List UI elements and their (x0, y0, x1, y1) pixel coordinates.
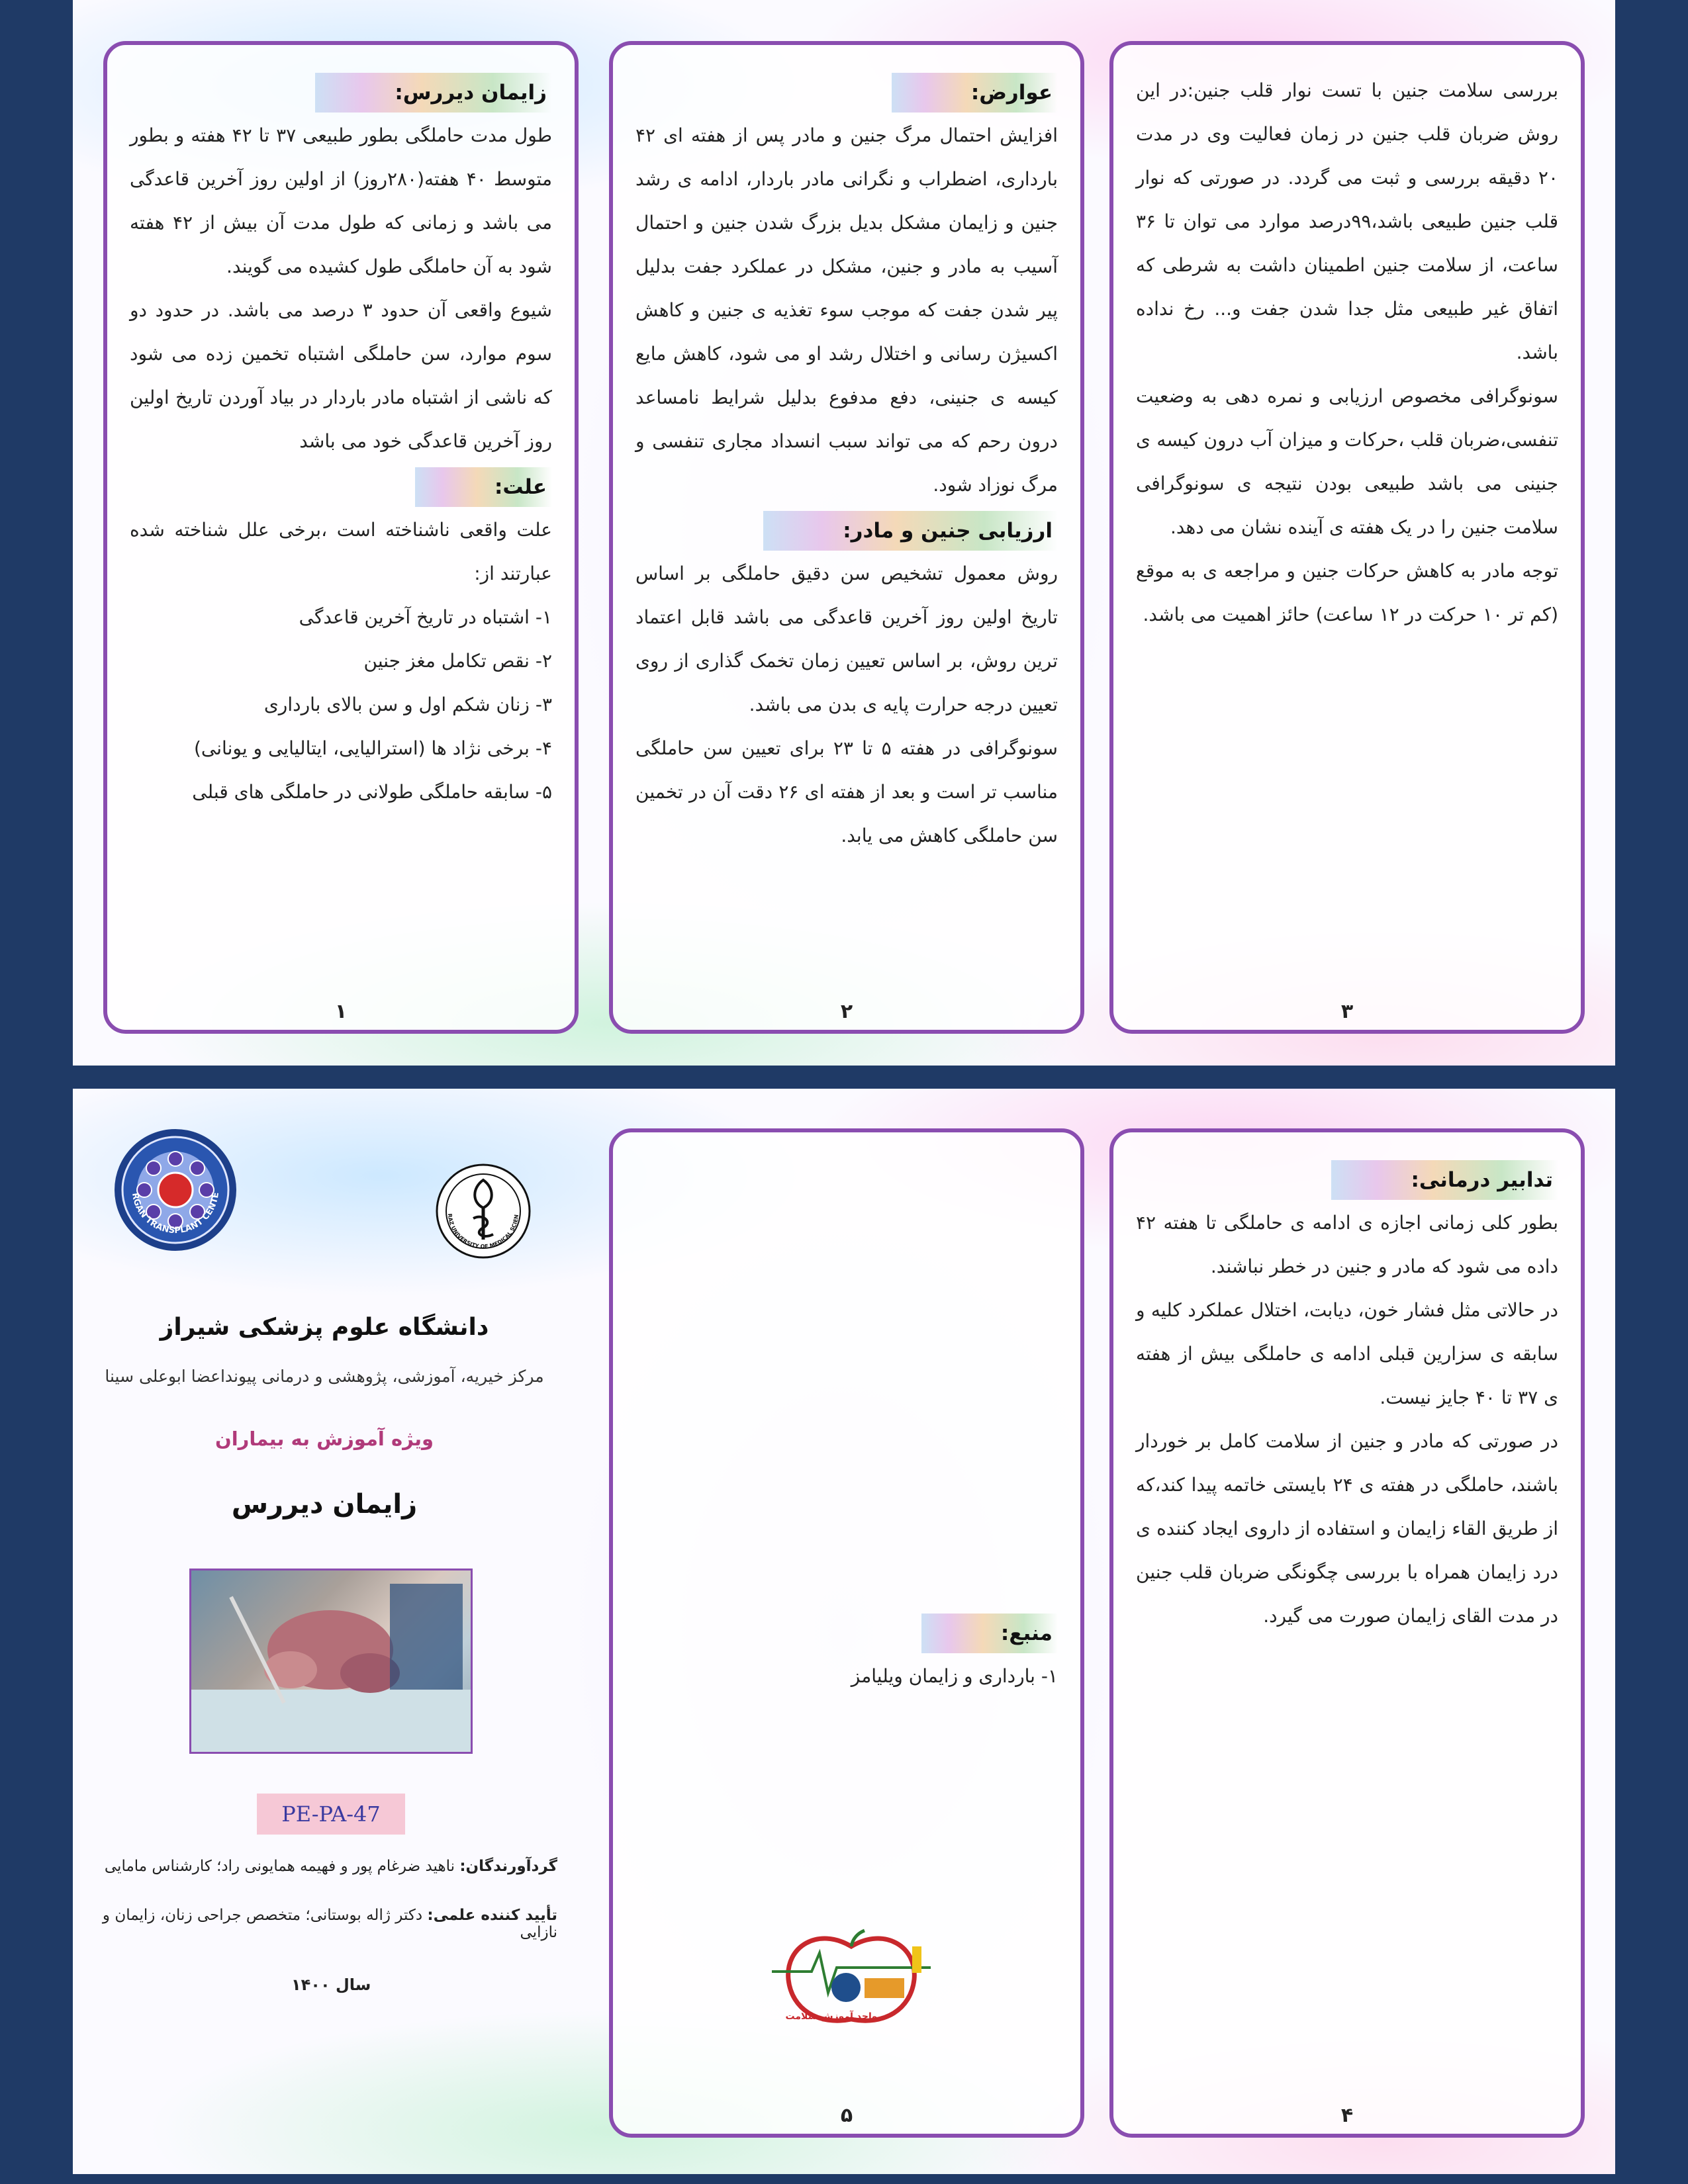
year-value: ۱۴۰۰ (291, 1976, 330, 1994)
panel-page-2 (609, 41, 1084, 1034)
panel-page-3 (1109, 41, 1585, 1034)
cover-title: زایمان دیررس (231, 1489, 418, 1520)
university-name: دانشگاه علوم پزشکی شیراز (160, 1314, 489, 1341)
complications-text: افزایش احتمال مرگ جنین و مادر پس از هفته ای ۴۲ بارداری، اضطراب و نگرانی مادر باردار، ادامه ی رشد جنین و زایمان مشکل بدیل بزرگ شدن جنین و احتمال آسیب به مادر و جنین، مشکل در عملکرد جفت بدلیل پیر شدن جفت که موجب سوء تغذیه ی جنین و کاهش اکسیژن رسانی و اختلال رشد او می شود، کاهش مایع کیسه ی جنینی، دفع مدفوع بدلیل شرایط نامساعد درون رحم که می تواند سبب انسداد مجاری تنفسی و مرگ نوزاد شود. (635, 124, 1058, 496)
audience-label: ویژه آموزش به بیماران (214, 1428, 434, 1450)
year-label: سال (335, 1976, 371, 1994)
late-delivery-prevalence: شیوع واقعی آن حدود ۳ درصد می باشد. در حدود دو سوم موارد، سن حاملگی اشتباه تخمین زده می شود که ناشی از اشتباه مادر باردار در بیاد آوردن تاریخ اولین روز آخرین قاعدگی خود می باشد (130, 299, 553, 452)
fetal-heart-test-text: بررسی سلامت جنین با تست نوار قلب جنین:در این روش ضربان قلب جنین در زمان فعالیت وی در مدت ۲۰ دقیقه بررسی و ثبت می گردد. در صورتی که نوار قلب جنین طبیعی باشد،۹۹درصد موارد می توان تا ۳۶ ساعت، از سلامت جنین اطمینان داشت به شرطی که اتفاق غیر طبیعی مثل جدا شدن جفت و... رخ نداده باشد. (1136, 79, 1558, 363)
page-number-3: ۳ (1340, 1000, 1354, 1023)
authors-line (81, 1858, 557, 1875)
year-line (291, 1976, 371, 1994)
fetal-movement-text: توجه مادر به کاهش حرکات جنین و مراجعه ی به موقع (کم تر ۱۰ حرکت در ۱۲ ساعت) حائز اهمیت می باشد. (1136, 560, 1558, 625)
heading-assessment: ارزیابی جنین و مادر: (763, 511, 1058, 551)
page-number-5: ۵ (840, 2104, 853, 2127)
list-item: ۴- برخی نژاد ها (استرالیایی، ایتالیایی و یونانی) (193, 737, 552, 759)
panel-page-4 (1109, 1128, 1585, 2138)
cause-intro: علت واقعی ناشناخته است ،برخی علل شناخته شده عبارتند از: (130, 519, 552, 584)
treatment-conditions: در حالاتی مثل فشار خون، دیابت، اختلال عملکرد کلیه و سابقه ی سزارین قبلی ادامه ی حاملگی بیش از هفته ی ۳۷ تا ۴۰ جایز نیست. (1136, 1299, 1558, 1408)
late-delivery-definition: طول مدت حاملگی بطور طبیعی ۳۷ تا ۴۲ هفته و بطور متوسط ۴۰ هفته(۲۸۰روز) از اولین روز آخرین قاعدگی می باشد و زمانی که طول مدت آن بیش از ۴۲ هفته شود به آن حاملگی طول کشیده می گویند. (130, 124, 552, 277)
cause-list (130, 596, 552, 814)
newborn-photo (189, 1569, 473, 1754)
brochure-inner-side (73, 1089, 1615, 2174)
center-name: مرکز خیریه، آموزشی، پژوهشی و درمانی پیونداعضا ابوعلی سینا (105, 1367, 544, 1386)
list-item: ۵- سابقه حاملگی طولانی در حاملگی های قبلی (192, 781, 552, 803)
health-education-logo (765, 1927, 937, 2032)
treatment-induction: در صورتی که مادر و جنین از سلامت کامل بر خوردار باشند، حاملگی در هفته ی ۲۴ بایستی خاتمه پیدا کند،که از طریق القاء زایمان و استفاده از داروی ایجاد کننده ی درد زایمان همراه با بررسی چگونگی ضربان قلب جنین در مدت القای زایمان صورت می گیرد. (1136, 1430, 1558, 1627)
list-item: ۳- زنان شکم اول و سن بالای بارداری (263, 694, 552, 715)
heading-complications: عوارض: (892, 73, 1058, 113)
list-item: ۲- نقص تکامل مغز جنین (363, 650, 552, 672)
organ-transplant-center-logo (113, 1127, 238, 1253)
cover-panel (73, 1089, 576, 2174)
document-code: PE-PA-47 (257, 1794, 405, 1835)
blank-space (635, 1156, 1058, 1610)
heading-treatment: تدابیر درمانی: (1331, 1160, 1558, 1200)
heading-source: منبع: (921, 1614, 1058, 1653)
list-item: ۱- اشتباه در تاریخ آخرین قاعدگی (299, 606, 552, 628)
authors-label: گردآورندگان: (459, 1858, 557, 1875)
brochure-outer-side (73, 0, 1615, 1066)
page-number-1: ۱ (334, 1000, 348, 1023)
approver-label: تأیید کننده علمی: (427, 1907, 557, 1924)
health-education-logo-text: واحد آموزش سلامت (785, 2011, 878, 2022)
page-number-2: ۲ (840, 1000, 853, 1023)
otc-logo-text: RGAN TRANSPLANT CENTE (130, 1191, 221, 1236)
panel-page-5 (609, 1128, 1084, 2138)
shiraz-university-logo (434, 1161, 533, 1261)
treatment-general: بطور کلی زمانی اجازه ی ادامه ی حاملگی تا هفته ۴۲ داده می شود که مادر و جنین در خطر نباشند. (1136, 1212, 1558, 1277)
university-logo-text: RAZ UNIVERSITY OF MEDICAL SCIEN (446, 1213, 520, 1250)
panel-page-1 (103, 41, 579, 1034)
authors-names: ناهید ضرغام پور و فهیمه همایونی راد؛ کارشناس مامایی (104, 1858, 455, 1875)
assessment-text: روش معمول تشخیص سن دقیق حاملگی بر اساس تاریخ اولین روز آخرین قاعدگی می باشد قابل اعتماد ترین روش، بر اساس تعیین زمان تخمک گذاری از روی تعیین درجه حرارت پایه ی بدن می باشد. (635, 563, 1058, 715)
approver-line (81, 1907, 557, 1941)
source-item: ۱- بارداری و زایمان ویلیامز (851, 1665, 1058, 1687)
biophysical-ultrasound-text: سونوگرافی مخصوص ارزیابی و نمره دهی به وضعیت تنفسی،ضربان قلب ،حرکات و میزان آب درون کیسه ی جنینی می باشد طبیعی بودن نتیجه ی سونوگرافی سلامت جنین را در یک هفته ی آینده نشان می دهد. (1136, 385, 1558, 538)
ultrasound-text: سونوگرافی در هفته ۵ تا ۲۳ برای تعیین سن حاملگی مناسب تر است و بعد از هفته ای ۲۶ دقت آن در تخمین سن حاملگی کاهش می یابد. (635, 737, 1058, 846)
page-number-4: ۴ (1340, 2104, 1354, 2127)
heading-late-delivery: زایمان دیررس: (315, 73, 552, 113)
heading-cause: علت: (415, 467, 552, 507)
approver-name: دکتر ژاله بوستانی؛ متخصص جراحی زنان، زایمان و نازایی (102, 1907, 557, 1941)
